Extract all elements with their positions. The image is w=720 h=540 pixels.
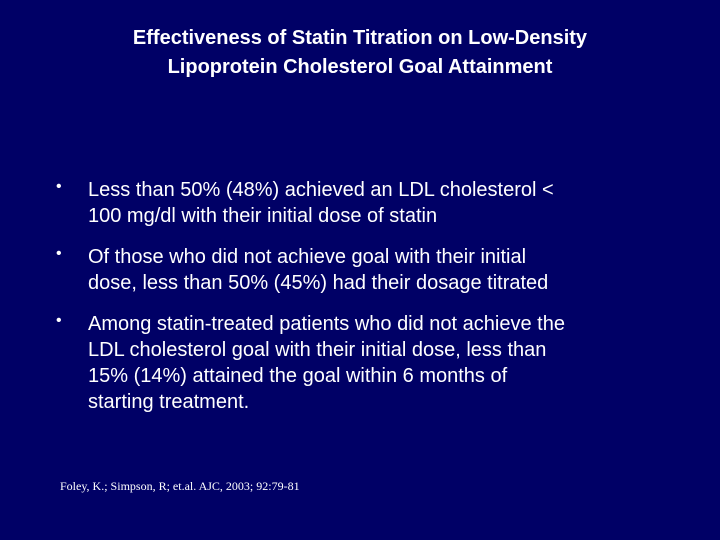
slide-title-line-1: Effectiveness of Statin Titration on Low-Density (132, 27, 588, 49)
bullet-item-3-line-1: Among statin-treated patients who did not achieve the (88, 313, 565, 335)
bullet-item-3-line-2: LDL cholesterol goal with their initial dose, less than (88, 339, 547, 361)
bullet-dot-icon: • (56, 312, 62, 329)
bullet-item-3-line-3: 15% (14%) attained the goal within 6 months of (88, 365, 508, 387)
bullet-list (56, 177, 676, 415)
bullet-item-2-line-2: dose, less than 50% (45%) had their dosage titrated (88, 272, 549, 294)
bullet-item-2 (56, 244, 676, 296)
citation: Foley, K.; Simpson, R; et.al. AJC, 2003; 92:79-81 (60, 479, 300, 493)
slide-title-line-2: Lipoprotein Cholesterol Goal Attainment (167, 56, 553, 78)
bullet-item-1-line-2: 100 mg/dl with their initial dose of statin (88, 205, 438, 227)
slide-title (60, 24, 660, 82)
bullet-item-1 (56, 177, 676, 229)
bullet-item-1-line-1: Less than 50% (48%) achieved an LDL cholesterol < (88, 179, 554, 201)
bullet-item-2-line-1: Of those who did not achieve goal with their initial (88, 246, 527, 268)
bullet-item-3 (56, 311, 676, 415)
bullet-dot-icon: • (56, 178, 62, 195)
bullet-item-3-line-4: starting treatment. (88, 391, 250, 413)
bullet-dot-icon: • (56, 245, 62, 262)
